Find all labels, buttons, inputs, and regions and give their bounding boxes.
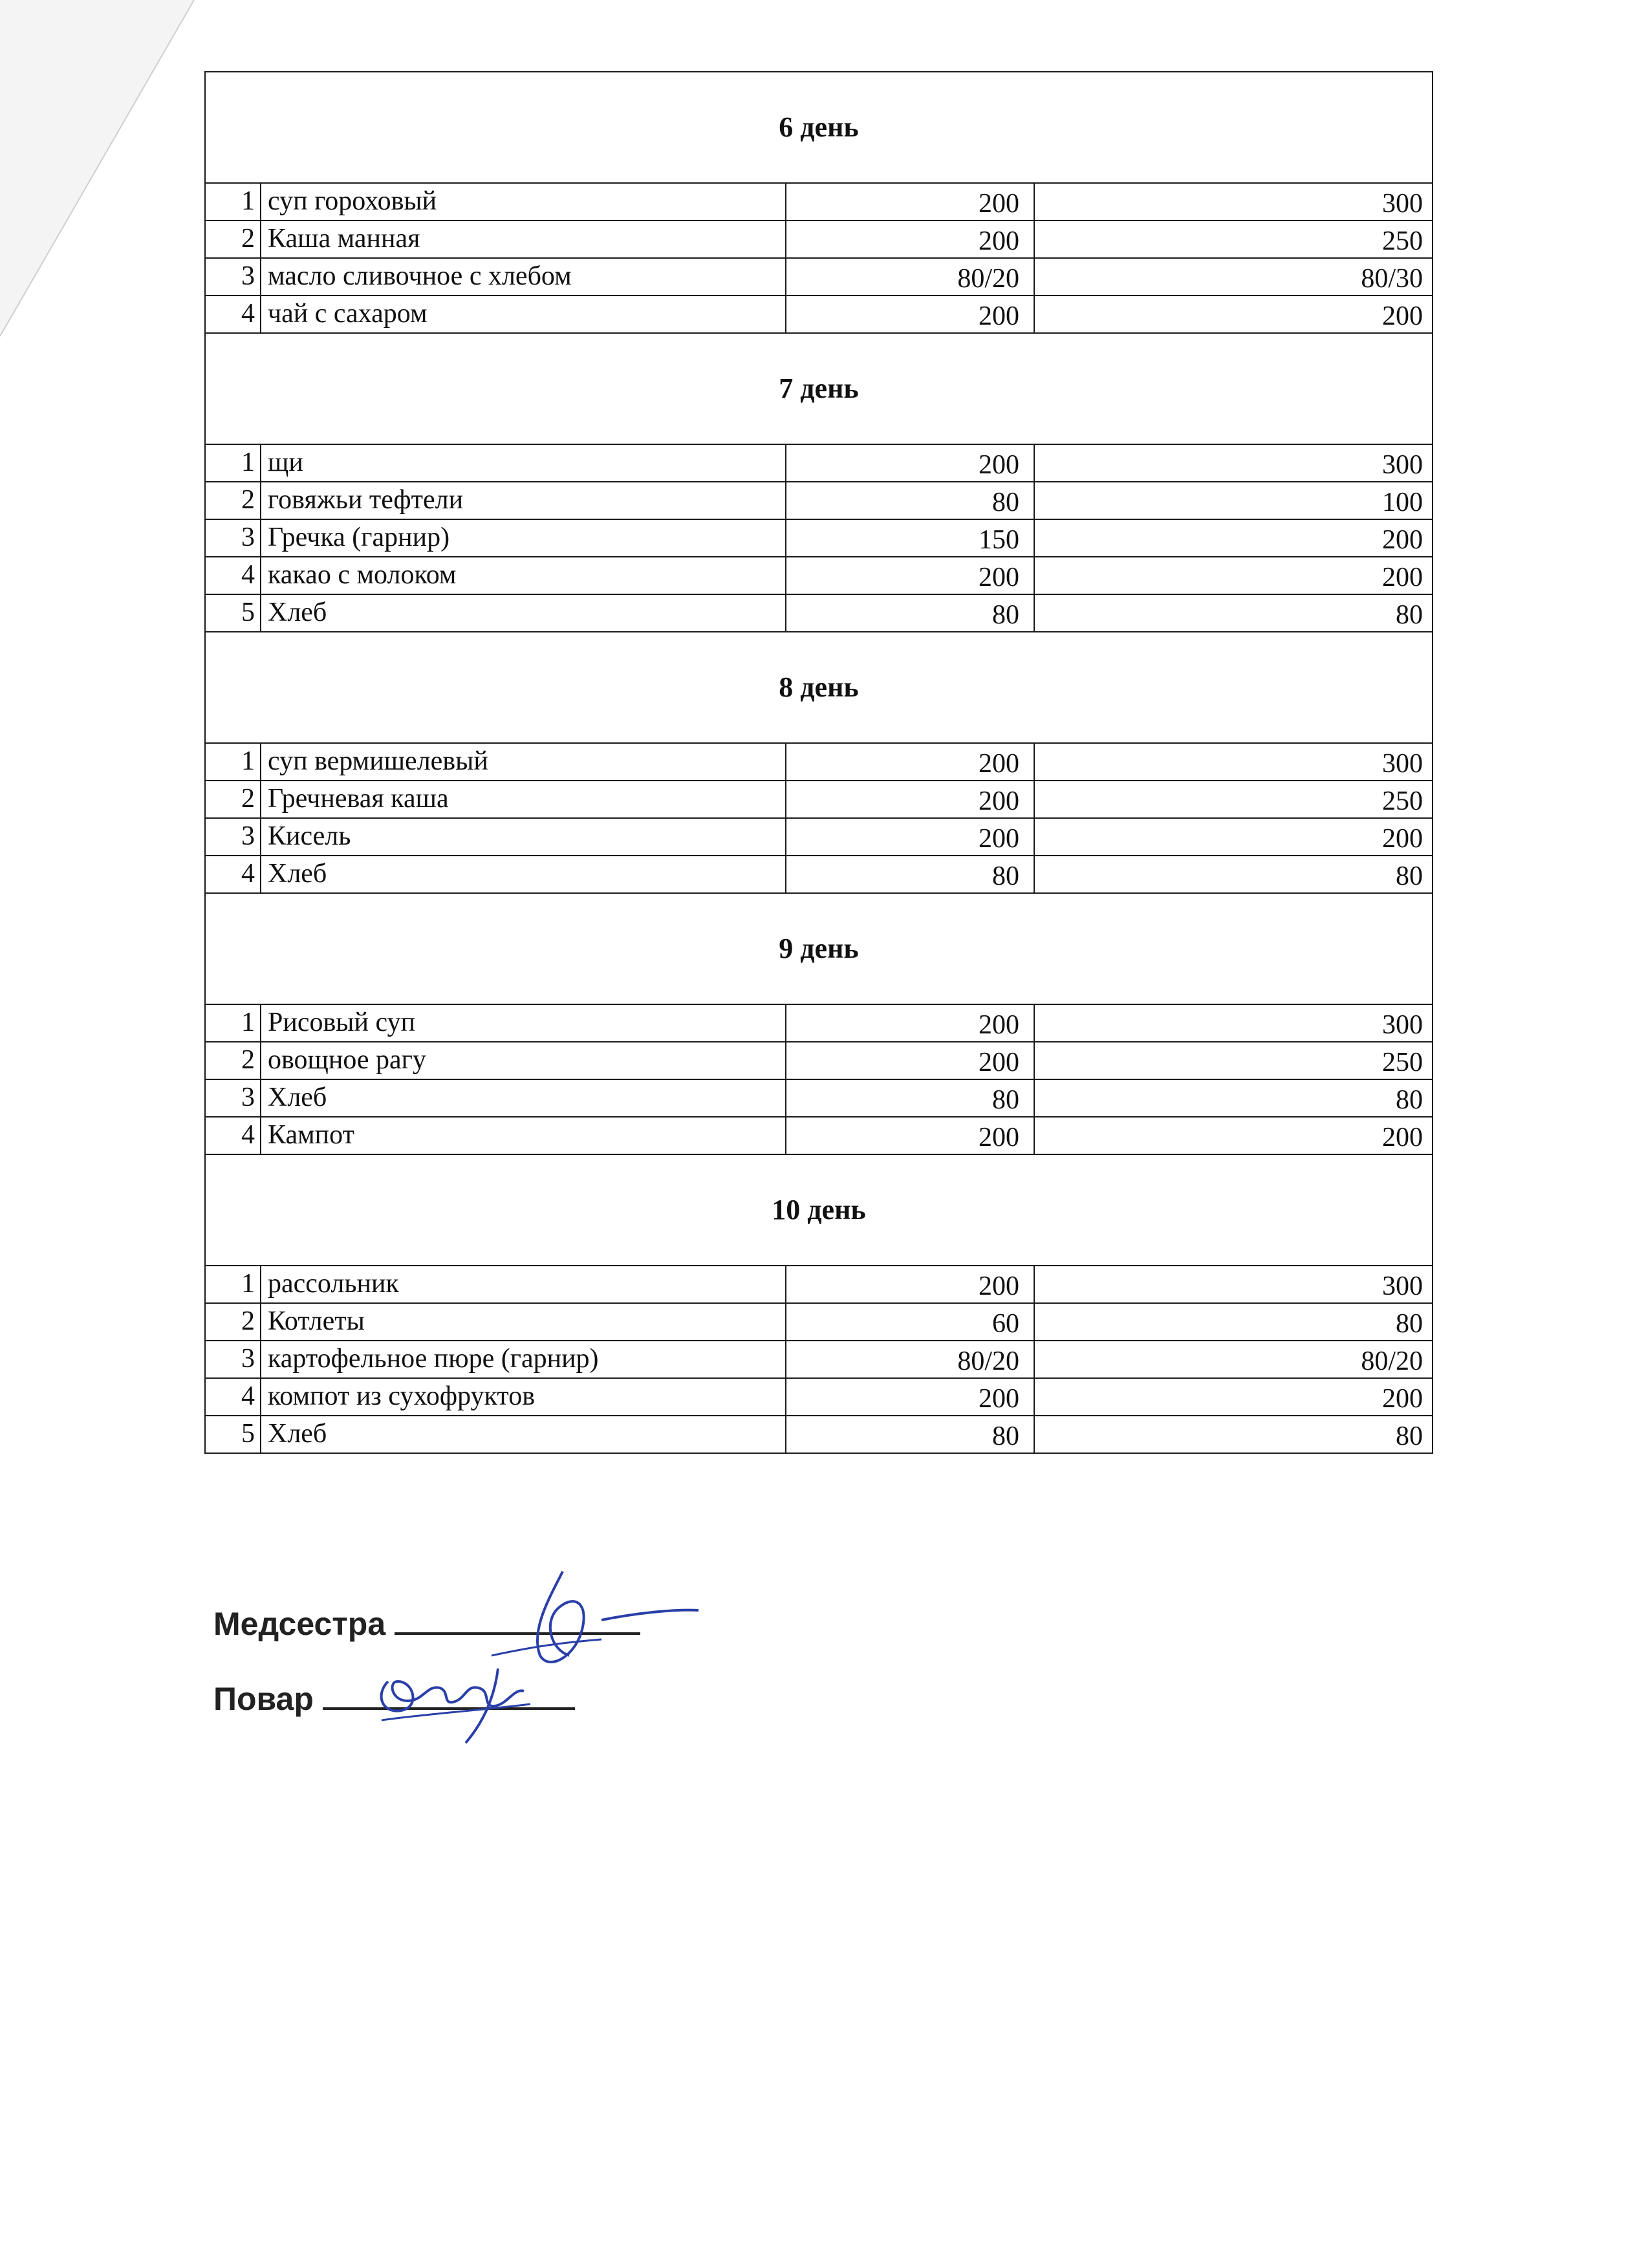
portion-large: 300 — [1034, 1266, 1433, 1303]
day-header-row — [205, 632, 1433, 743]
dish-name: Котлеты — [261, 1303, 786, 1341]
portion-small: 200 — [786, 183, 1034, 221]
portion-small: 200 — [786, 1004, 1034, 1042]
dish-name: Хлеб — [261, 856, 786, 893]
table-row — [205, 1266, 1433, 1303]
table-row — [205, 1117, 1433, 1154]
portion-small: 80 — [786, 1079, 1034, 1117]
table-row — [205, 519, 1433, 557]
day-header-row — [205, 72, 1433, 183]
row-number: 4 — [205, 557, 261, 594]
dish-name: Хлеб — [261, 1416, 786, 1453]
table-row — [205, 818, 1433, 856]
table-row — [205, 1042, 1433, 1079]
table-row — [205, 258, 1433, 296]
row-number: 1 — [205, 743, 261, 781]
portion-large: 200 — [1034, 519, 1433, 557]
row-number: 2 — [205, 781, 261, 818]
dish-name: масло сливочное с хлебом — [261, 258, 786, 296]
table-row — [205, 557, 1433, 594]
portion-small: 200 — [786, 1378, 1034, 1416]
table-row — [205, 1416, 1433, 1453]
portion-large: 250 — [1034, 221, 1433, 258]
row-number: 3 — [205, 258, 261, 296]
portion-small: 200 — [786, 1042, 1034, 1079]
dish-name: Кампот — [261, 1117, 786, 1154]
dish-name: щи — [261, 444, 786, 482]
day-title: 7 день — [205, 333, 1433, 444]
portion-large: 80/20 — [1034, 1341, 1433, 1378]
row-number: 1 — [205, 1004, 261, 1042]
row-number: 4 — [205, 1378, 261, 1416]
portion-small: 80 — [786, 482, 1034, 519]
portion-small: 200 — [786, 557, 1034, 594]
portion-large: 300 — [1034, 444, 1433, 482]
portion-large: 250 — [1034, 781, 1433, 818]
cook-signature-line — [213, 1679, 575, 1718]
portion-small: 200 — [786, 1117, 1034, 1154]
dish-name: чай с сахаром — [261, 296, 786, 333]
cook-label: Повар — [213, 1681, 314, 1717]
dish-name: Кисель — [261, 818, 786, 856]
dish-name: картофельное пюре (гарнир) — [261, 1341, 786, 1378]
row-number: 2 — [205, 482, 261, 519]
dish-name: Каша манная — [261, 221, 786, 258]
portion-small: 200 — [786, 818, 1034, 856]
table-row — [205, 1004, 1433, 1042]
portion-small: 80 — [786, 1416, 1034, 1453]
table-row — [205, 743, 1433, 781]
day-title: 9 день — [205, 893, 1433, 1004]
table-row — [205, 1079, 1433, 1117]
day-header-row — [205, 893, 1433, 1004]
dish-name: Гречка (гарнир) — [261, 519, 786, 557]
portion-small: 200 — [786, 221, 1034, 258]
table-row — [205, 1341, 1433, 1378]
portion-large: 300 — [1034, 1004, 1433, 1042]
portion-large: 80 — [1034, 594, 1433, 632]
portion-small: 150 — [786, 519, 1034, 557]
table-row — [205, 444, 1433, 482]
row-number: 3 — [205, 1341, 261, 1378]
portion-large: 200 — [1034, 296, 1433, 333]
dish-name: суп гороховый — [261, 183, 786, 221]
portion-small: 80 — [786, 856, 1034, 893]
table-row — [205, 781, 1433, 818]
table-row — [205, 1378, 1433, 1416]
row-number: 2 — [205, 221, 261, 258]
menu-table — [204, 71, 1433, 1454]
portion-large: 200 — [1034, 1117, 1433, 1154]
dish-name: овощное рагу — [261, 1042, 786, 1079]
portion-small: 200 — [786, 743, 1034, 781]
table-row — [205, 856, 1433, 893]
dish-name: какао с молоком — [261, 557, 786, 594]
portion-large: 200 — [1034, 818, 1433, 856]
row-number: 3 — [205, 1079, 261, 1117]
folded-corner — [0, 0, 220, 388]
row-number: 5 — [205, 594, 261, 632]
row-number: 4 — [205, 856, 261, 893]
dish-name: Хлеб — [261, 594, 786, 632]
portion-large: 80 — [1034, 1079, 1433, 1117]
portion-large: 200 — [1034, 1378, 1433, 1416]
table-row — [205, 221, 1433, 258]
day-title: 8 день — [205, 632, 1433, 743]
dish-name: рассольник — [261, 1266, 786, 1303]
dish-name: Хлеб — [261, 1079, 786, 1117]
day-header-row — [205, 333, 1433, 444]
day-title: 6 день — [205, 72, 1433, 183]
table-row — [205, 296, 1433, 333]
day-title: 10 день — [205, 1154, 1433, 1266]
portion-large: 300 — [1034, 743, 1433, 781]
row-number: 3 — [205, 818, 261, 856]
row-number: 2 — [205, 1303, 261, 1341]
portion-large: 300 — [1034, 183, 1433, 221]
cook-sign-blank — [323, 1679, 575, 1710]
portion-small: 80/20 — [786, 1341, 1034, 1378]
portion-small: 60 — [786, 1303, 1034, 1341]
portion-large: 80 — [1034, 856, 1433, 893]
dish-name: компот из сухофруктов — [261, 1378, 786, 1416]
row-number: 1 — [205, 444, 261, 482]
portion-large: 80/30 — [1034, 258, 1433, 296]
portion-large: 80 — [1034, 1303, 1433, 1341]
table-row — [205, 594, 1433, 632]
portion-large: 200 — [1034, 557, 1433, 594]
portion-small: 200 — [786, 296, 1034, 333]
nurse-signature-line — [213, 1604, 640, 1643]
portion-large: 100 — [1034, 482, 1433, 519]
dish-name: суп вермишелевый — [261, 743, 786, 781]
portion-large: 80 — [1034, 1416, 1433, 1453]
dish-name: Рисовый суп — [261, 1004, 786, 1042]
portion-small: 200 — [786, 444, 1034, 482]
nurse-sign-blank — [395, 1604, 640, 1635]
day-header-row — [205, 1154, 1433, 1266]
table-row — [205, 1303, 1433, 1341]
portion-small: 200 — [786, 1266, 1034, 1303]
portion-small: 200 — [786, 781, 1034, 818]
portion-large: 250 — [1034, 1042, 1433, 1079]
portion-small: 80 — [786, 594, 1034, 632]
row-number: 4 — [205, 296, 261, 333]
table-row — [205, 482, 1433, 519]
row-number: 3 — [205, 519, 261, 557]
table-row — [205, 183, 1433, 221]
portion-small: 80/20 — [786, 258, 1034, 296]
nurse-label: Медсестра — [213, 1606, 386, 1642]
row-number: 1 — [205, 1266, 261, 1303]
row-number: 2 — [205, 1042, 261, 1079]
row-number: 1 — [205, 183, 261, 221]
dish-name: Гречневая каша — [261, 781, 786, 818]
row-number: 5 — [205, 1416, 261, 1453]
row-number: 4 — [205, 1117, 261, 1154]
dish-name: говяжьи тефтели — [261, 482, 786, 519]
